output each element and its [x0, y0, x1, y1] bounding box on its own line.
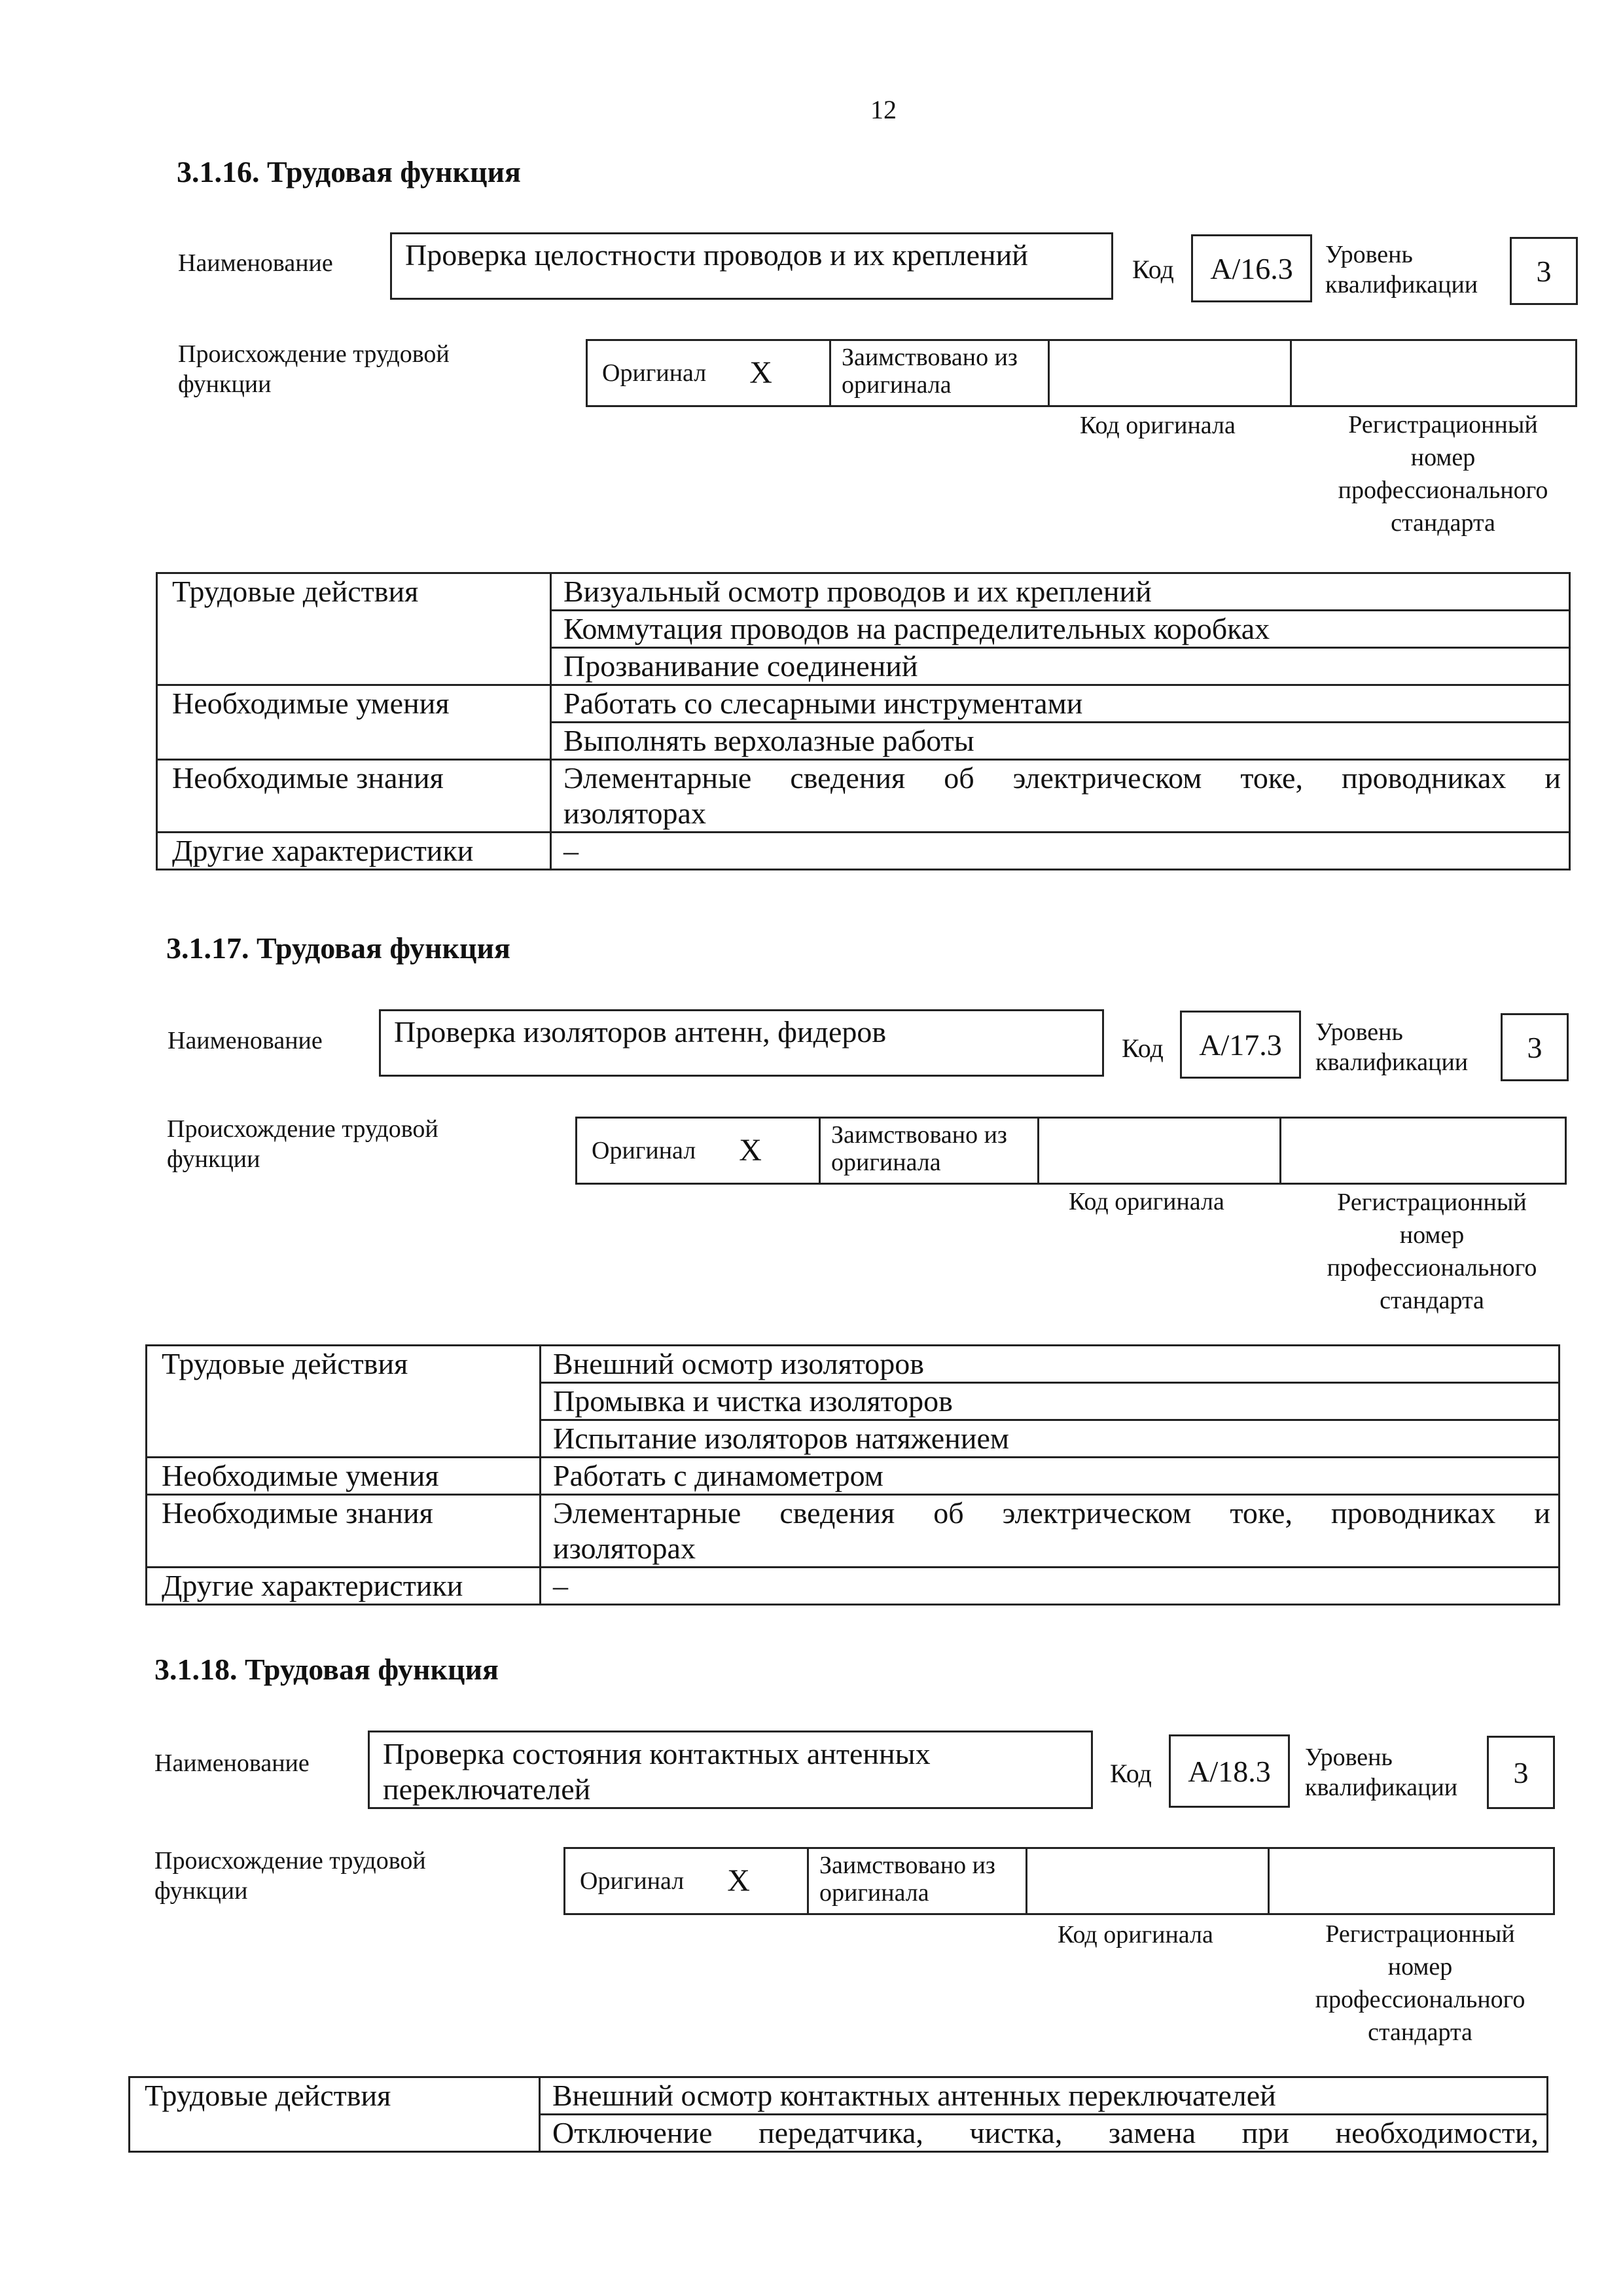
origin-reg-cell: [1270, 1849, 1553, 1913]
reg-caption-line4: стандарта: [1368, 2018, 1472, 2046]
reg-caption-line3: профессионального: [1327, 1254, 1537, 1282]
code-label: Код: [1110, 1759, 1152, 1788]
other-value: –: [551, 833, 1570, 870]
table-row: [157, 833, 1570, 870]
action-item: Испытание изоляторов натяжением: [541, 1420, 1560, 1458]
section-title: 3.1.17. Трудовая функция: [166, 931, 510, 965]
function-table: [156, 572, 1571, 870]
reg-caption-line3: профессионального: [1315, 1986, 1525, 2013]
borrowed-label-line2: оригинала: [842, 371, 952, 399]
origin-reg-cell: [1281, 1119, 1565, 1183]
level-label: [1325, 240, 1478, 300]
knowledge-line1: Элементарные сведения об электрическом токе, проводниках и: [553, 1496, 1550, 1530]
origin-code-cell: [1050, 341, 1292, 405]
name-label: Наименование: [178, 249, 333, 277]
skill-item: Работать с динамометром: [541, 1458, 1560, 1495]
origin-table: [586, 339, 1577, 407]
skills-label: Необходимые умения: [157, 685, 551, 760]
table-row: [147, 1458, 1560, 1495]
origin-reg-cell: [1292, 341, 1575, 405]
reg-caption-line4: стандарта: [1380, 1287, 1484, 1314]
reg-number-caption: [1319, 408, 1567, 539]
action-item: Внешний осмотр контактных антенных переключателей: [540, 2077, 1548, 2115]
actions-label: Трудовые действия: [130, 2077, 540, 2152]
origin-code-cell: [1039, 1119, 1281, 1183]
reg-caption-line2: номер: [1387, 1953, 1453, 1981]
borrowed-label-line2: оригинала: [831, 1149, 941, 1176]
skill-item: Работать со слесарными инструментами: [551, 685, 1570, 723]
reg-caption-line1: Регистрационный: [1325, 1920, 1515, 1948]
name-label: Наименование: [168, 1027, 323, 1054]
function-name-line1: Проверка состояния контактных антенных: [383, 1737, 931, 1770]
level-box: 3: [1487, 1736, 1555, 1809]
code-label: Код: [1132, 255, 1174, 284]
origin-label: [178, 339, 544, 399]
origin-original-cell: [588, 341, 831, 405]
function-name-box: Проверка целостности проводов и их креплений: [390, 232, 1113, 300]
actions-label: Трудовые действия: [157, 573, 551, 685]
level-label: [1305, 1742, 1457, 1803]
origin-table: [575, 1117, 1567, 1185]
skills-label: Необходимые умения: [147, 1458, 541, 1495]
code-box: A/17.3: [1180, 1011, 1301, 1079]
origin-original-cell: [577, 1119, 821, 1183]
level-label-line2: квалификации: [1315, 1049, 1469, 1076]
code-label: Код: [1122, 1033, 1164, 1063]
borrowed-label-line1: Заимствовано из: [831, 1121, 1007, 1149]
other-label: Другие характеристики: [147, 1568, 541, 1605]
knowledge-line2: изоляторах: [553, 1532, 696, 1565]
code-original-caption: Код оригинала: [1069, 1188, 1224, 1215]
function-name-line2: переключателей: [383, 1772, 591, 1806]
level-label-line2: квалификации: [1305, 1774, 1458, 1801]
borrowed-label-line2: оригинала: [819, 1879, 929, 1907]
level-box: 3: [1501, 1013, 1569, 1081]
action-item: Визуальный осмотр проводов и их креплений: [551, 573, 1570, 611]
action-item: Коммутация проводов на распределительных коробках: [551, 611, 1570, 648]
borrowed-label-line1: Заимствовано из: [819, 1852, 995, 1879]
origin-label: [154, 1846, 521, 1906]
origin-code-cell: [1027, 1849, 1270, 1913]
level-label-line1: Уровень: [1305, 1744, 1393, 1771]
table-row: [157, 760, 1570, 833]
code-box: A/16.3: [1191, 234, 1312, 302]
reg-caption-line1: Регистрационный: [1337, 1189, 1527, 1216]
function-name-box: [368, 1731, 1093, 1809]
original-label: Оригинал: [580, 1867, 685, 1895]
function-name-box: Проверка изоляторов антенн, фидеров: [379, 1009, 1104, 1077]
knowledge-line1: Элементарные сведения об электрическом токе, проводниках и: [563, 761, 1561, 795]
original-label: Оригинал: [602, 359, 707, 387]
knowledge-label: Необходимые знания: [147, 1495, 541, 1568]
code-original-caption: Код оригинала: [1058, 1921, 1213, 1948]
level-box: 3: [1510, 237, 1578, 305]
origin-original-cell: [565, 1849, 809, 1913]
origin-label-line1: Происхождение трудовой: [167, 1115, 438, 1143]
table-row: [147, 1495, 1560, 1568]
origin-label-line2: функции: [178, 370, 272, 398]
function-table: [128, 2076, 1548, 2153]
function-table: [145, 1344, 1560, 1605]
action-item: Промывка и чистка изоляторов: [541, 1383, 1560, 1420]
original-x-mark: X: [727, 1863, 750, 1898]
origin-borrowed-cell: [821, 1119, 1039, 1183]
action-item: Отключение передатчика, чистка, замена при необходимости,: [540, 2115, 1548, 2152]
skill-item: Выполнять верхолазные работы: [551, 723, 1570, 760]
actions-label: Трудовые действия: [147, 1346, 541, 1458]
origin-borrowed-cell: [831, 341, 1050, 405]
reg-caption-line3: профессионального: [1338, 476, 1548, 504]
other-label: Другие характеристики: [157, 833, 551, 870]
section-title: 3.1.16. Трудовая функция: [177, 155, 521, 188]
borrowed-label-line1: Заимствовано из: [842, 344, 1018, 371]
origin-label-line1: Происхождение трудовой: [178, 340, 450, 368]
original-x-mark: X: [749, 355, 772, 390]
reg-caption-line1: Регистрационный: [1348, 411, 1538, 439]
original-label: Оригинал: [592, 1137, 696, 1164]
reg-caption-line2: номер: [1399, 1221, 1465, 1249]
knowledge-item: [551, 760, 1570, 833]
table-row: [157, 573, 1570, 611]
level-label-line2: квалификации: [1325, 271, 1478, 298]
table-row: [157, 685, 1570, 723]
knowledge-label: Необходимые знания: [157, 760, 551, 833]
code-original-caption: Код оригинала: [1080, 412, 1236, 439]
reg-caption-line2: номер: [1410, 444, 1476, 471]
code-box: A/18.3: [1169, 1734, 1290, 1808]
level-label: [1315, 1017, 1468, 1077]
name-label: Наименование: [154, 1749, 310, 1777]
page-number: 12: [870, 95, 897, 124]
other-value: –: [541, 1568, 1560, 1605]
action-item: Прозванивание соединений: [551, 648, 1570, 685]
table-row: [130, 2077, 1548, 2115]
origin-label-line2: функции: [154, 1877, 248, 1905]
reg-number-caption: [1296, 1918, 1544, 2049]
table-row: [147, 1346, 1560, 1383]
level-label-line1: Уровень: [1315, 1018, 1403, 1046]
original-x-mark: X: [739, 1133, 762, 1168]
table-row: [147, 1568, 1560, 1605]
origin-label: [167, 1114, 533, 1174]
origin-label-line1: Происхождение трудовой: [154, 1847, 426, 1874]
origin-borrowed-cell: [809, 1849, 1027, 1913]
reg-number-caption: [1308, 1186, 1556, 1317]
origin-table: [563, 1847, 1555, 1915]
action-item: Внешний осмотр изоляторов: [541, 1346, 1560, 1383]
origin-label-line2: функции: [167, 1145, 260, 1173]
knowledge-line2: изоляторах: [563, 797, 706, 830]
level-label-line1: Уровень: [1325, 241, 1413, 268]
knowledge-item: [541, 1495, 1560, 1568]
section-title: 3.1.18. Трудовая функция: [154, 1653, 499, 1686]
reg-caption-line4: стандарта: [1391, 509, 1495, 537]
